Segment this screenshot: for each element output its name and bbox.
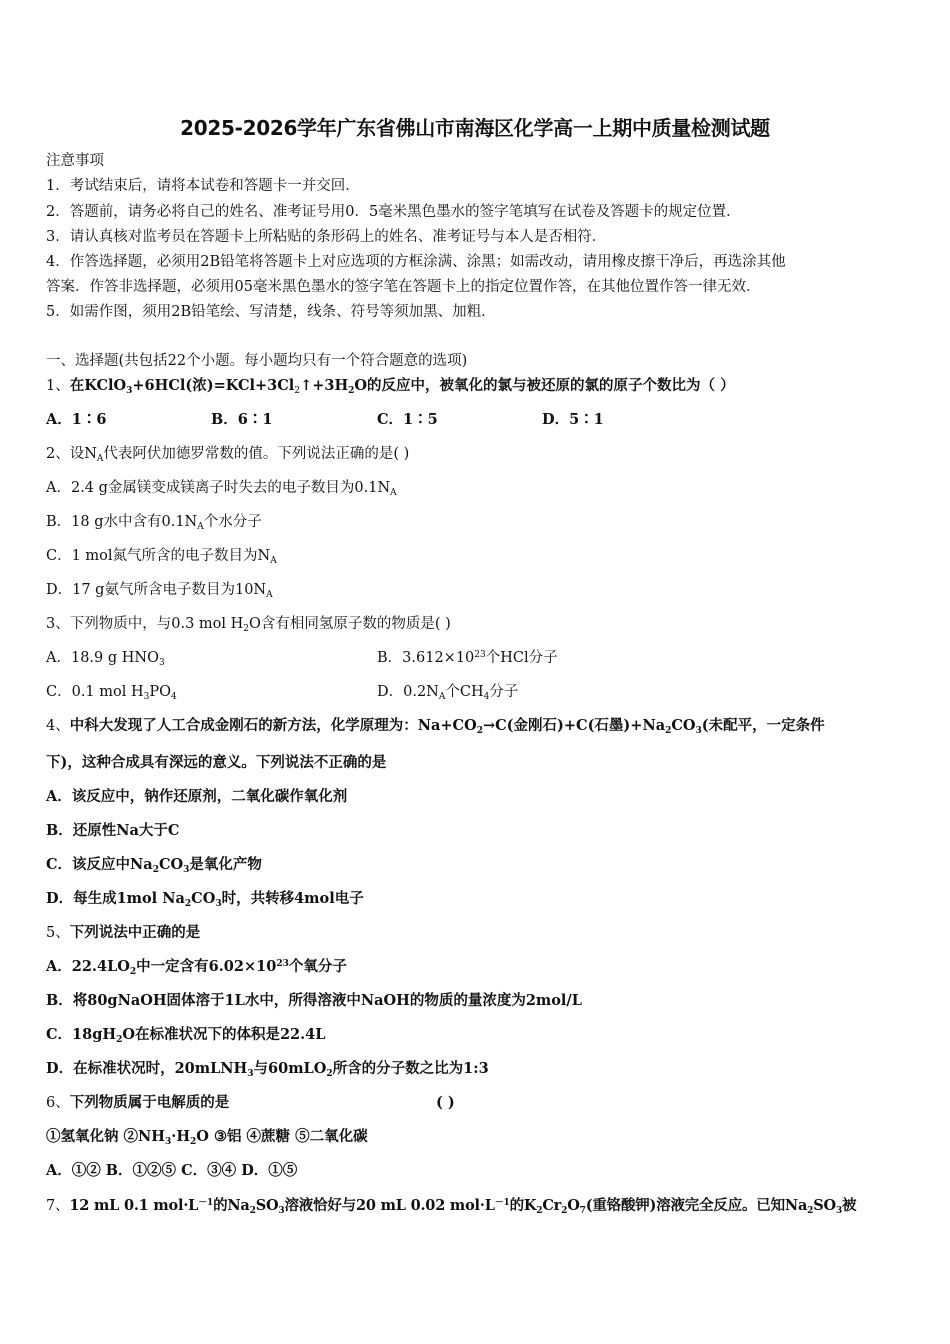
notice-item-4-cont: 答案．作答非选择题，必须用05毫米黑色墨水的签字笔在答题卡上的指定位置作答，在其他位置作答一律无效． (46, 279, 761, 295)
question-6-answer-blank: ( ) (436, 1094, 455, 1111)
q6-items: ①氢氧化钠 $②NH_3\cdot H_2O$ ③铝 ④蔗糖 ⑤二氧化碳 (46, 1128, 368, 1147)
q1-option-a: A．1∶6 (46, 411, 107, 428)
q6-options: A．①② B．①②⑤ C．③④ D．①⑤ (46, 1162, 298, 1179)
q3-option-d: D．$0.2N_A$个$CH_4$分子 (377, 684, 519, 702)
q3-option-a: A．18.9 g $HNO_3$ (46, 650, 165, 668)
q1-option-d: D．5∶1 (542, 411, 604, 428)
question-7-stem: 7、12 mL 0.1 $mol\cdot L^{-1}$的$Na_2SO_3$溶液恰好与20 mL 0.02 $mol\cdot L^{-1}$的$K_2Cr_2O_7$(重铬酸钾)溶液完全反应。已知$Na_2SO_3$被 (46, 1197, 857, 1216)
notice-item-1: 1．考试结束后，请将本试卷和答题卡一并交回． (46, 178, 360, 194)
notice-item-5: 5．如需作图，须用2B铅笔绘、写清楚，线条、符号等须加黑、加粗． (46, 304, 496, 320)
question-4-stem-cont: 下)，这种合成具有深远的意义。下列说法不正确的是 (46, 754, 387, 771)
q4-option-c: C．该反应中$Na_2CO_3$是氧化产物 (46, 856, 262, 875)
exam-title: 2025-2026学年广东省佛山市南海区化学高一上期中质量检测试题 (180, 116, 770, 140)
q5-option-d: D．在标准状况时，20mLNH$_3$与60mLO$_2$所含的分子数之比为1:3 (46, 1060, 489, 1079)
q2-option-c: C．1 mol氮气所含的电子数目为$N_A$ (46, 548, 277, 566)
section-heading: 一、选择题(共包括22个小题。每小题均只有一个符合题意的选项) (46, 353, 468, 369)
question-5-stem: 5、下列说法中正确的是 (46, 924, 201, 941)
question-1-stem: 1、在KClO$_3$+6HCl(浓)$=KCl+3Cl_2↑+3H_2O$的反应中，被氧化的氯与被还原的氯的原子个数比为（ ） (46, 377, 735, 396)
q5-option-b: B．将80gNaOH固体溶于1L水中，所得溶液中NaOH的物质的量浓度为2mol/L (46, 992, 582, 1009)
question-2-stem: 2、设$N_A$代表阿伏加德罗常数的值。下列说法正确的是( ) (46, 446, 410, 464)
q5-option-c: C．$18gH_2O$在标准状况下的体积是22.4L (46, 1026, 326, 1045)
q2-option-d: D．17 g氨气所含电子数目为$10N_A$ (46, 582, 273, 600)
q2-option-a: A．2.4 g金属镁变成镁离子时失去的电子数目为$0.1N_A$ (46, 480, 397, 498)
q4-option-a: A．该反应中，钠作还原剂，二氧化碳作氧化剂 (46, 788, 348, 805)
notice-heading: 注意事项 (46, 153, 104, 169)
q4-option-d: D．每生成1mol $Na_2CO_3$时，共转移4mol电子 (46, 890, 364, 909)
question-3-stem: 3、下列物质中，与0.3 mol $H_2O$含有相同氢原子数的物质是( ) (46, 616, 451, 634)
notice-item-4: 4．作答选择题，必须用2B铅笔将答题卡上对应选项的方框涂满、涂黑；如需改动，请用橡皮擦干净后，再选涂其他 (46, 254, 786, 270)
q3-option-c: C．0.1 mol $H_3PO_4$ (46, 684, 177, 702)
question-6-stem: 6、下列物质属于电解质的是 (46, 1094, 230, 1111)
question-4-stem: 4、中科大发现了人工合成金刚石的新方法，化学原理为：$Na+CO_2\to C$(金刚石)+C(石墨)$+Na_2CO_3$(未配平，一定条件 (46, 717, 825, 736)
q2-option-b: B．18 g水中含有$0.1N_A$个水分子 (46, 514, 262, 532)
q4-option-b: B．还原性Na大于C (46, 822, 180, 839)
q5-option-a: A．$22.4LO_2$中一定含有$6.02\times 10^{23}$个氧分子 (46, 958, 347, 977)
notice-item-3: 3．请认真核对监考员在答题卡上所粘贴的条形码上的姓名、准考证号与本人是否相符． (46, 229, 607, 245)
q3-option-b: B．$3.612\times 10^{23}$个HCl分子 (377, 650, 558, 666)
q1-option-c: C．1∶5 (377, 411, 438, 428)
q1-option-b: B．6∶1 (211, 411, 273, 428)
notice-item-2: 2．答题前，请务必将自己的姓名、准考证号用0．5毫米黑色墨水的签字笔填写在试卷及答题卡的规定位置． (46, 204, 741, 220)
